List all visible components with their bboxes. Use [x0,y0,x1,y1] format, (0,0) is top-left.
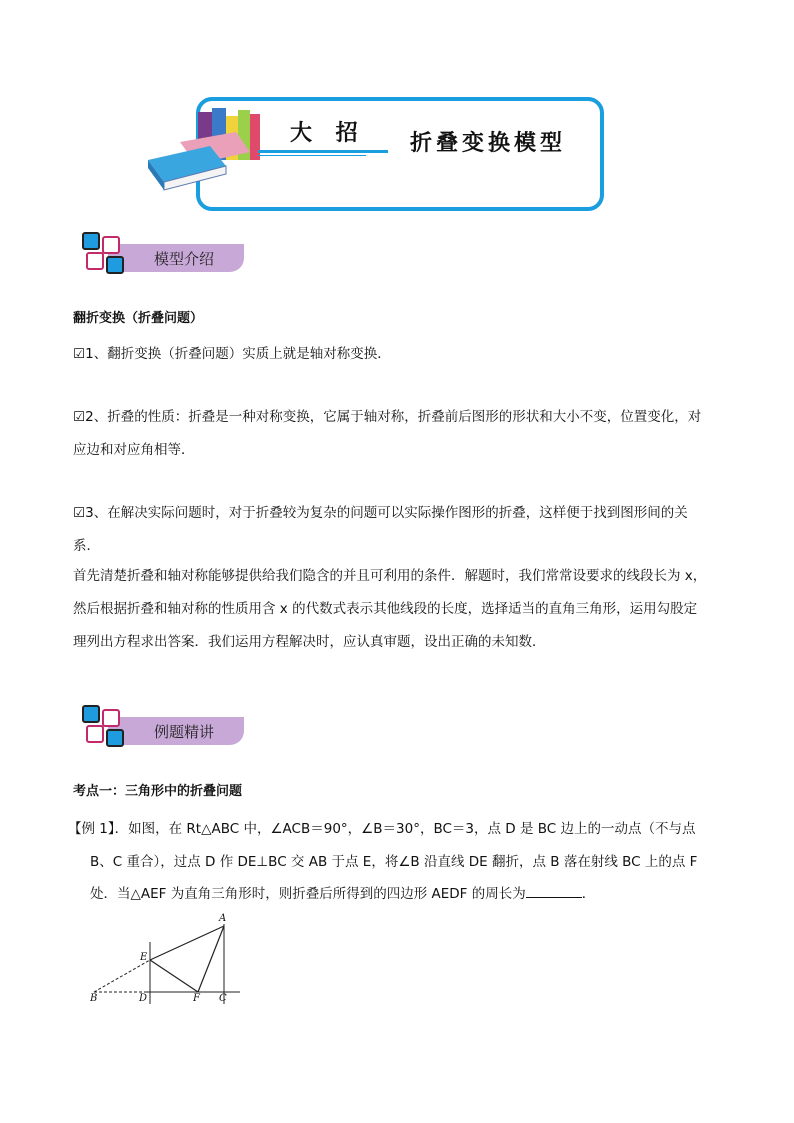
intro-para-line-1: 首先清楚折叠和轴对称能够提供给我们隐含的并且可利用的条件．解题时，我们常常设要求的线段长为 x， [73,568,707,584]
label-A: A [219,913,227,924]
banner-title: 折叠变换模型 [410,130,567,156]
squares-icon [78,230,126,278]
answer-blank [526,883,582,898]
intro-item-2-line-1: ☑2、折叠的性质：折叠是一种对称变换，它属于轴对称，折叠前后图形的形状和大小不变，位置变化，对 [73,409,702,425]
book-stack-icon [140,102,280,192]
label-C: C [219,993,227,1004]
label-D: D [139,993,148,1004]
banner-left-text: 大 招 [290,120,366,146]
intro-heading: 翻折变换（折叠问题） [73,311,204,326]
section-label: 例题精讲 [154,723,215,741]
example-line-3-end: ． [581,886,596,902]
intro-item-2-line-2: 应边和对应角相等． [73,442,195,458]
intro-item-3-line-2: 系． [73,538,100,554]
intro-item-1: ☑1、翻折变换（折叠问题）实质上就是轴对称变换． [73,346,391,362]
intro-para-line-3: 理列出方程求出答案．我们运用方程解决时，应认真审题，设出正确的未知数． [73,634,546,650]
intro-item-3-line-1: ☑3、在解决实际问题时，对于折叠较为复杂的问题可以实际操作图形的折叠，这样便于找到图形间的关 [73,505,688,521]
example-line-3 [90,880,730,909]
example-line-2: B、C 重合），过点 D 作 DE⊥BC 交 AB 于点 E，将∠B 沿直线 DE 翻折，点 B 落在射线 BC 上的点 F [90,854,698,870]
section-label: 模型介绍 [154,250,215,268]
section-tag-model-intro [78,230,248,282]
label-F: F [193,993,200,1004]
example-line-1: 【例 1】．如图，在 Rt△ABC 中，∠ACB＝90°，∠B＝30°，BC＝3，点 D 是 BC 边上的一动点（不与点 [68,821,696,837]
example-line-3-text: 处．当△AEF 为直角三角形时，则折叠后所得到的四边形 AEDF 的周长为 [90,886,526,902]
section-tag-examples [78,703,248,755]
squares-icon [78,703,126,751]
label-E: E [140,952,148,963]
banner-divider [258,150,388,153]
banner-divider-thin [258,155,366,156]
kaodian-heading: 考点一：三角形中的折叠问题 [73,784,243,799]
label-B: B [90,993,98,1004]
intro-para-line-2: 然后根据折叠和轴对称的性质用含 x 的代数式表示其他线段的长度，选择适当的直角三角形，运用勾股定 [73,601,698,617]
